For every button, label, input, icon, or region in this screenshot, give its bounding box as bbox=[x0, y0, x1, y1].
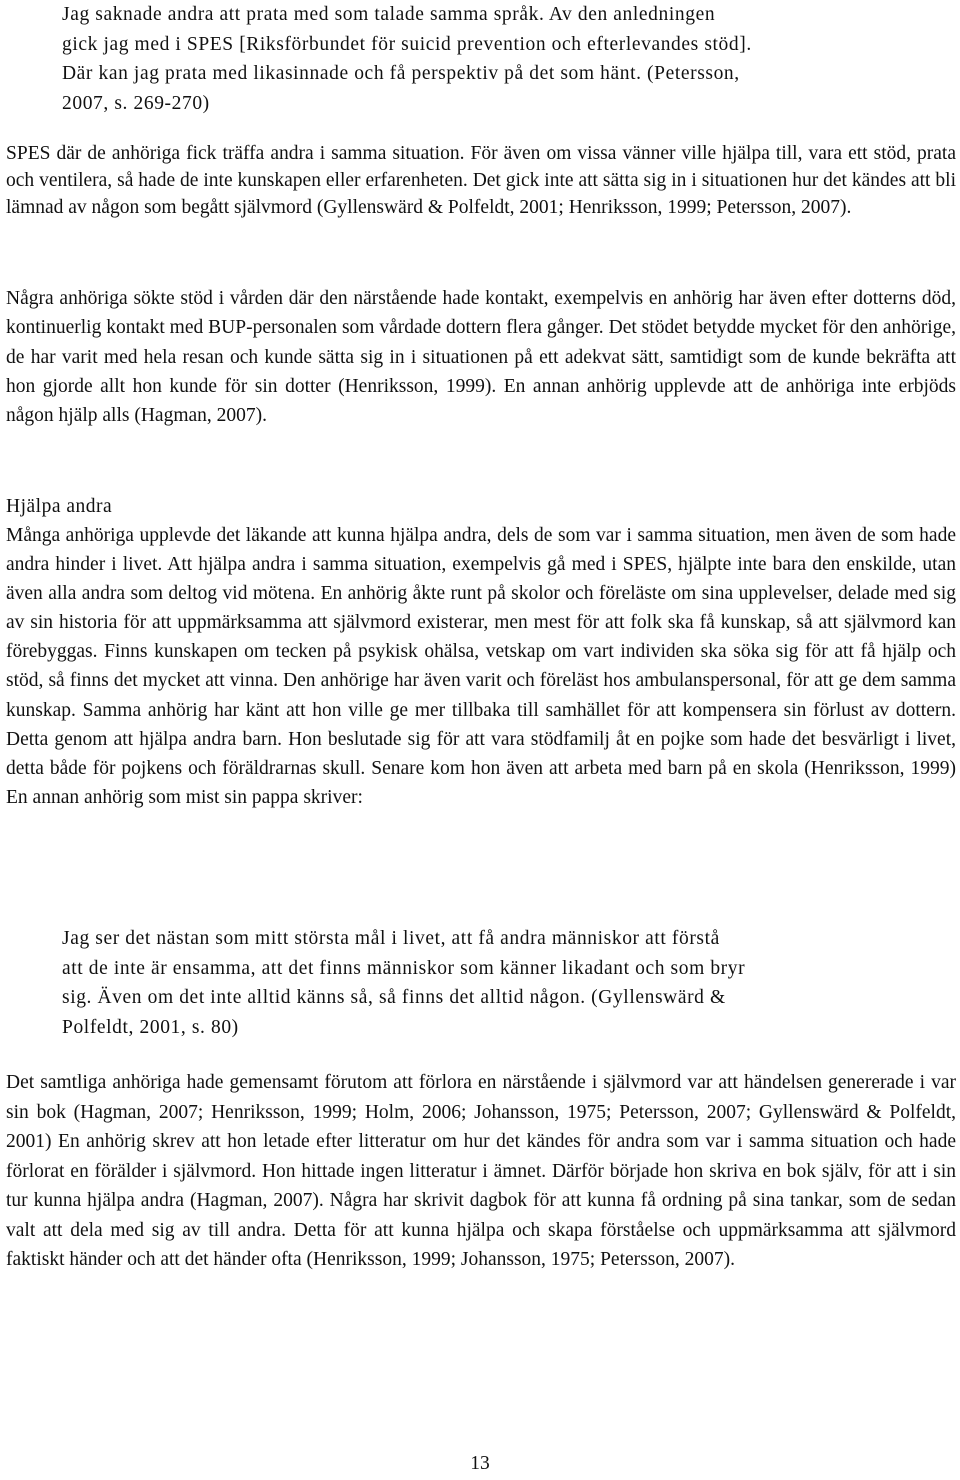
quote-line: sig. Även om det inte alltid känns så, så finns det alltid någon. (Gyllenswärd & bbox=[62, 987, 726, 1008]
quote-line: 2007, s. 269-270) bbox=[62, 92, 210, 114]
block-quote-top bbox=[62, 0, 900, 118]
quote-line: gick jag med i SPES [Riksförbundet för suicid prevention och efterlevandes stöd]. bbox=[62, 33, 752, 55]
paragraph-care-support bbox=[6, 284, 956, 430]
quote-line: att de inte är ensamma, att det finns människor som känner likadant och som bryr bbox=[62, 957, 746, 979]
quote-line: Jag ser det nästan som mitt största mål i livet, att få andra människor att förstå bbox=[62, 928, 720, 949]
paragraph-text: Det samtliga anhöriga hade gemensamt förutom att förlora en närstående i självmord var att händelsen genererade i var sin bok (Hagman, 2007; Henriksson, 1999; Holm, 2006; Johansson, 1975; Petersson, 2007; Gyllenswärd & Polfeldt, 2001) En anhörig skrev att hon letade efter litteratur om hur det kändes för andra som var i samma situation och hade förlorat en förälder i självmord. Hon hittade ingen litteratur i ämnet. Därför började hon skriva en bok själv, för att i sin tur kunna hjälpa andra (Hagman, 2007). Några har skrivit dagbok för att kunna få ordning på sina tankar, som de sedan valt att dela med sig av till andra. Detta för att kunna hjälpa och skapa förståelse och uppmärksamma att självmord faktiskt händer och att det händer ofta (Henriksson, 1999; Johansson, 1975; Petersson, 2007). bbox=[6, 1072, 956, 1270]
quote-line: Jag saknade andra att prata med som talade samma språk. Av den anledningen bbox=[62, 4, 716, 25]
quote-line: Polfeldt, 2001, s. 80) bbox=[62, 1016, 239, 1038]
paragraph-books bbox=[6, 1068, 956, 1275]
paragraph-text: SPES där de anhöriga fick träffa andra i samma situation. För även om vissa vänner ville hjälpa till, vara ett stöd, prata och ventilera, så hade de inte kunskapen eller erfarenheten. Det gick inte att sätta sig in i situationen hur det kändes att bli lämnad av någon som begått självmord (Gyllenswärd & Polfeldt, 2001; Henriksson, 1999; Petersson, 2007). bbox=[6, 143, 956, 218]
paragraph-text: Några anhöriga sökte stöd i vården där den närstående hade kontakt, exempelvis en anhörig har även efter dotterns död, kontinuerlig kontakt med BUP-personalen som vårdade dottern flera gånger. Det stödet betydde mycket för den anhörige, de har varit med hela resan och kunde sätta sig in i situationen på ett adekvat sätt, samtidigt som de kunde bekräfta att hon gjorde allt hon kunde för sin dotter (Henriksson, 1999). En annan anhörig upplevde att de anhöriga inte erbjöds någon hjälp alls (Hagman, 2007). bbox=[6, 288, 956, 427]
page-number: 13 bbox=[470, 1453, 490, 1474]
paragraph-spes bbox=[6, 140, 956, 221]
paragraph-text: Många anhöriga upplevde det läkande att kunna hjälpa andra, dels de som var i samma situation, men även de som hade andra hinder i livet. Att hjälpa andra i samma situation, exempelvis gå med i SPES, hjälpte inte bara den enskilde, utan även alla andra som deltog vid mötena. En anhörig åkte runt på skolor och föreläste om sina upplevelser, delade med sig av sin historia för att uppmärksamma att självmord existerar, men mest för att folk ska få kunskap, så att självmord kan förebyggas. Finns kunskapen om tecken på psykisk ohälsa, vetskap om vart individen ska söka sig för att få hjälp och stöd, så finns det mycket att vinna. Den anhörige har även varit och föreläst hos ambulanspersonal, för att ge dem samma kunskap. Samma anhörig har känt att hon ville ge mer tillbaka till samhället för att kompensera sin förlust av dottern. Detta genom att hjälpa andra barn. Hon beslutade sig för att vara stödfamilj åt en pojke som hade det besvärligt i livet, detta både för pojkens och föräldrarnas skull. Senare kom hon även att arbeta med barn på en skola (Henriksson, 1999) En annan anhörig som mist sin pappa skriver: bbox=[6, 525, 956, 808]
paragraph-helping-others bbox=[6, 521, 956, 812]
quote-line: Där kan jag prata med likasinnade och få perspektiv på det som hänt. (Petersson, bbox=[62, 63, 740, 84]
block-quote-middle bbox=[62, 924, 900, 1042]
section-heading: Hjälpa andra bbox=[6, 496, 113, 517]
